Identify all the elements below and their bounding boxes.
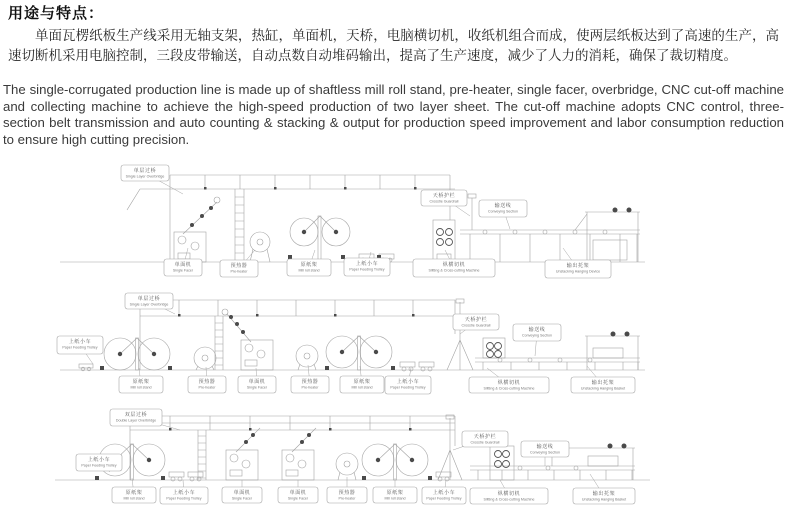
machine-callout-zh: 上纸小车: [396, 378, 420, 385]
machine-callout-zh: 单层过桥: [137, 295, 161, 302]
machine-callout-zh: 纵横切机: [497, 490, 521, 497]
machine-callout-zh: 双层过桥: [124, 411, 148, 418]
machine-callout-en: Paper Feeding Trolley: [349, 267, 385, 272]
machine-callout: [385, 368, 431, 394]
diagram-labels: [121, 165, 611, 278]
machine-callout-zh: 输送线: [536, 443, 554, 450]
machine-callout: [160, 480, 208, 504]
machine-callout-en: Unstacking Hanging Device: [555, 269, 601, 274]
machine-callout: [521, 441, 569, 466]
machine-callout-zh: 单面机: [174, 261, 192, 268]
machine-callout: [220, 250, 258, 277]
machine-callout-zh: 预热器: [301, 378, 319, 385]
machine-callout-zh: 单面机: [248, 378, 266, 385]
machine-callout-en: Slitting & Cross-cutting Machine: [483, 386, 535, 391]
diagram3-cutoff-rolls: [495, 451, 510, 468]
machine-callout: [238, 368, 276, 393]
machine-callout: [110, 409, 180, 430]
intro-paragraph-english: The single-corrugated production line is made up of shaftless mill roll stand, pre-heater, single facer, overbridge, CNC cut-off machine and collecting machine to achieve the high-speed production of two layer sheet. The cut-off machine adopts CNC control, three-section belt transmission and auto counting & stacking & output for production speed improvement and labor consumption reduction to ensure high cutting precision.: [3, 82, 784, 147]
machine-callout-zh: 预热器: [230, 262, 248, 269]
machine-callout-en: Paper Feeding Trolley: [81, 463, 117, 468]
machine-callout: [119, 368, 163, 393]
machine-callout-en: Single Facer: [287, 496, 309, 501]
machine-callout-zh: 单面机: [233, 489, 251, 496]
machine-callout-en: Crosstie Guardrail: [429, 199, 459, 204]
machine-callout-en: Pre-heater: [230, 269, 248, 274]
machine-callout: [344, 252, 390, 276]
machine-callout: [573, 474, 635, 504]
machine-callout-en: Single Facer: [246, 385, 268, 390]
machine-callout-zh: 原纸架: [125, 489, 143, 496]
machine-callout-zh: 输出托架: [566, 262, 590, 269]
machine-callout-zh: 上纸小车: [68, 338, 92, 345]
machine-callout-zh: 输出托架: [592, 490, 616, 497]
machine-callout: [121, 165, 183, 194]
machine-callout-zh: 输出托架: [591, 379, 615, 386]
machine-callout: [479, 200, 527, 229]
machine-callout: [287, 250, 331, 276]
machine-callout: [421, 190, 470, 216]
machine-callout: [188, 367, 226, 393]
machine-callout: [76, 454, 122, 472]
machine-callout-zh: 原纸架: [353, 378, 371, 385]
machine-callout: [125, 293, 175, 314]
production-line-diagram-1: [55, 158, 655, 290]
machine-callout-zh: 上纸小车: [87, 456, 111, 463]
machine-callout: [373, 478, 417, 503]
machine-callout-zh: 纵横切机: [442, 261, 466, 268]
production-line-diagram-2: [55, 290, 655, 402]
machine-callout: [327, 477, 367, 503]
machine-callout: [545, 248, 611, 278]
machine-callout-zh: 输送线: [494, 202, 512, 209]
diagram1-line-art: [60, 175, 645, 262]
machine-callout: [413, 250, 495, 277]
machine-callout-en: Paper Feeding Trolley: [390, 385, 426, 390]
diagram1-cutoff-rolls: [437, 229, 453, 246]
page-title: 用途与特点：: [8, 5, 105, 22]
machine-callout-en: Mill roll stand: [130, 385, 152, 390]
diagram1-accents: [190, 187, 632, 259]
diagram2-cutoff-rolls: [487, 343, 502, 358]
machine-callout: [291, 365, 329, 393]
machine-callout-en: Slitting & Cross-cutting Machine: [483, 497, 535, 502]
machine-callout: [278, 480, 318, 503]
machine-callout-en: Crosstie Guardrail: [461, 323, 491, 328]
machine-callout-en: Mill roll stand: [123, 496, 145, 501]
machine-callout-en: Pre-heater: [338, 496, 356, 501]
machine-callout-en: Slitting & Cross-cutting Machine: [428, 268, 480, 273]
machine-callout-en: Double Layer Overbridge: [115, 418, 157, 423]
machine-callout-en: Mill roll stand: [298, 268, 320, 273]
machine-callout-en: Single Facer: [231, 496, 253, 501]
machine-callout-zh: 预热器: [198, 378, 216, 385]
machine-callout-en: Paper Feeding Trolley: [166, 496, 202, 501]
machine-callout-zh: 单面机: [289, 489, 307, 496]
machine-callout: [112, 478, 156, 503]
machine-callout-zh: 上纸小车: [432, 489, 456, 496]
machine-callout-zh: 上纸小车: [172, 489, 196, 496]
machine-callout: [470, 480, 548, 504]
machine-callout: [222, 480, 262, 503]
machine-callout-zh: 纵横切机: [497, 379, 521, 386]
machine-callout-zh: 原纸架: [386, 489, 404, 496]
intro-paragraph-chinese: 单面瓦楞纸板生产线采用无轴支架，热缸，单面机，天桥，电脑横切机，收纸机组合而成，使两层纸板达到了高速的生产，高速切断机采用电脑控制，三段皮带输送，自动点数自动堆码输出，提高了生产速度，减少了人力的消耗，确保了裁切精度。: [8, 28, 779, 63]
machine-callout-en: Single Layer Overbridge: [129, 302, 169, 307]
machine-callout-en: Pre-heater: [301, 385, 319, 390]
machine-callout-zh: 单层过桥: [133, 167, 157, 174]
machine-callout-en: Mill roll stand: [384, 496, 406, 501]
machine-callout-zh: 原纸架: [132, 378, 150, 385]
machine-callout: [453, 431, 508, 450]
machine-callout: [57, 336, 103, 364]
machine-callout: [422, 480, 466, 504]
machine-callout-en: Paper Feeding Trolley: [62, 345, 98, 350]
machine-callout-zh: 预热器: [338, 489, 356, 496]
diagram2-accents: [100, 314, 630, 370]
machine-callout-en: Mill roll stand: [351, 385, 373, 390]
machine-callout-zh: 输送线: [528, 326, 546, 333]
machine-callout-en: Conveying Section: [530, 450, 560, 455]
machine-callout-en: Conveying Section: [522, 333, 552, 338]
machine-callout-en: Unstacking Hanging Basket: [580, 386, 626, 391]
machine-callout: [469, 368, 549, 393]
machine-callout-zh: 原纸架: [300, 261, 318, 268]
machine-callout-en: Crosstie Guardrail: [470, 440, 500, 445]
machine-callout-en: Single Layer Overbridge: [125, 174, 165, 179]
machine-callout: [513, 324, 561, 356]
machine-callout-zh: 天桥护栏: [464, 316, 488, 323]
machine-callout-zh: 天桥护栏: [432, 192, 456, 199]
machine-callout-zh: 天桥护栏: [473, 433, 497, 440]
machine-callout-en: Single Facer: [172, 268, 194, 273]
machine-callout-en: Conveying Section: [488, 209, 518, 214]
machine-callout-en: Unstacking Hanging Basket: [581, 497, 627, 502]
diagram-labels: [57, 293, 635, 394]
machine-callout-zh: 上纸小车: [355, 260, 379, 267]
machine-callout-en: Paper Feeding Trolley: [426, 496, 462, 501]
machine-callout-en: Pre-heater: [198, 385, 216, 390]
production-line-diagram-3: [50, 402, 660, 507]
